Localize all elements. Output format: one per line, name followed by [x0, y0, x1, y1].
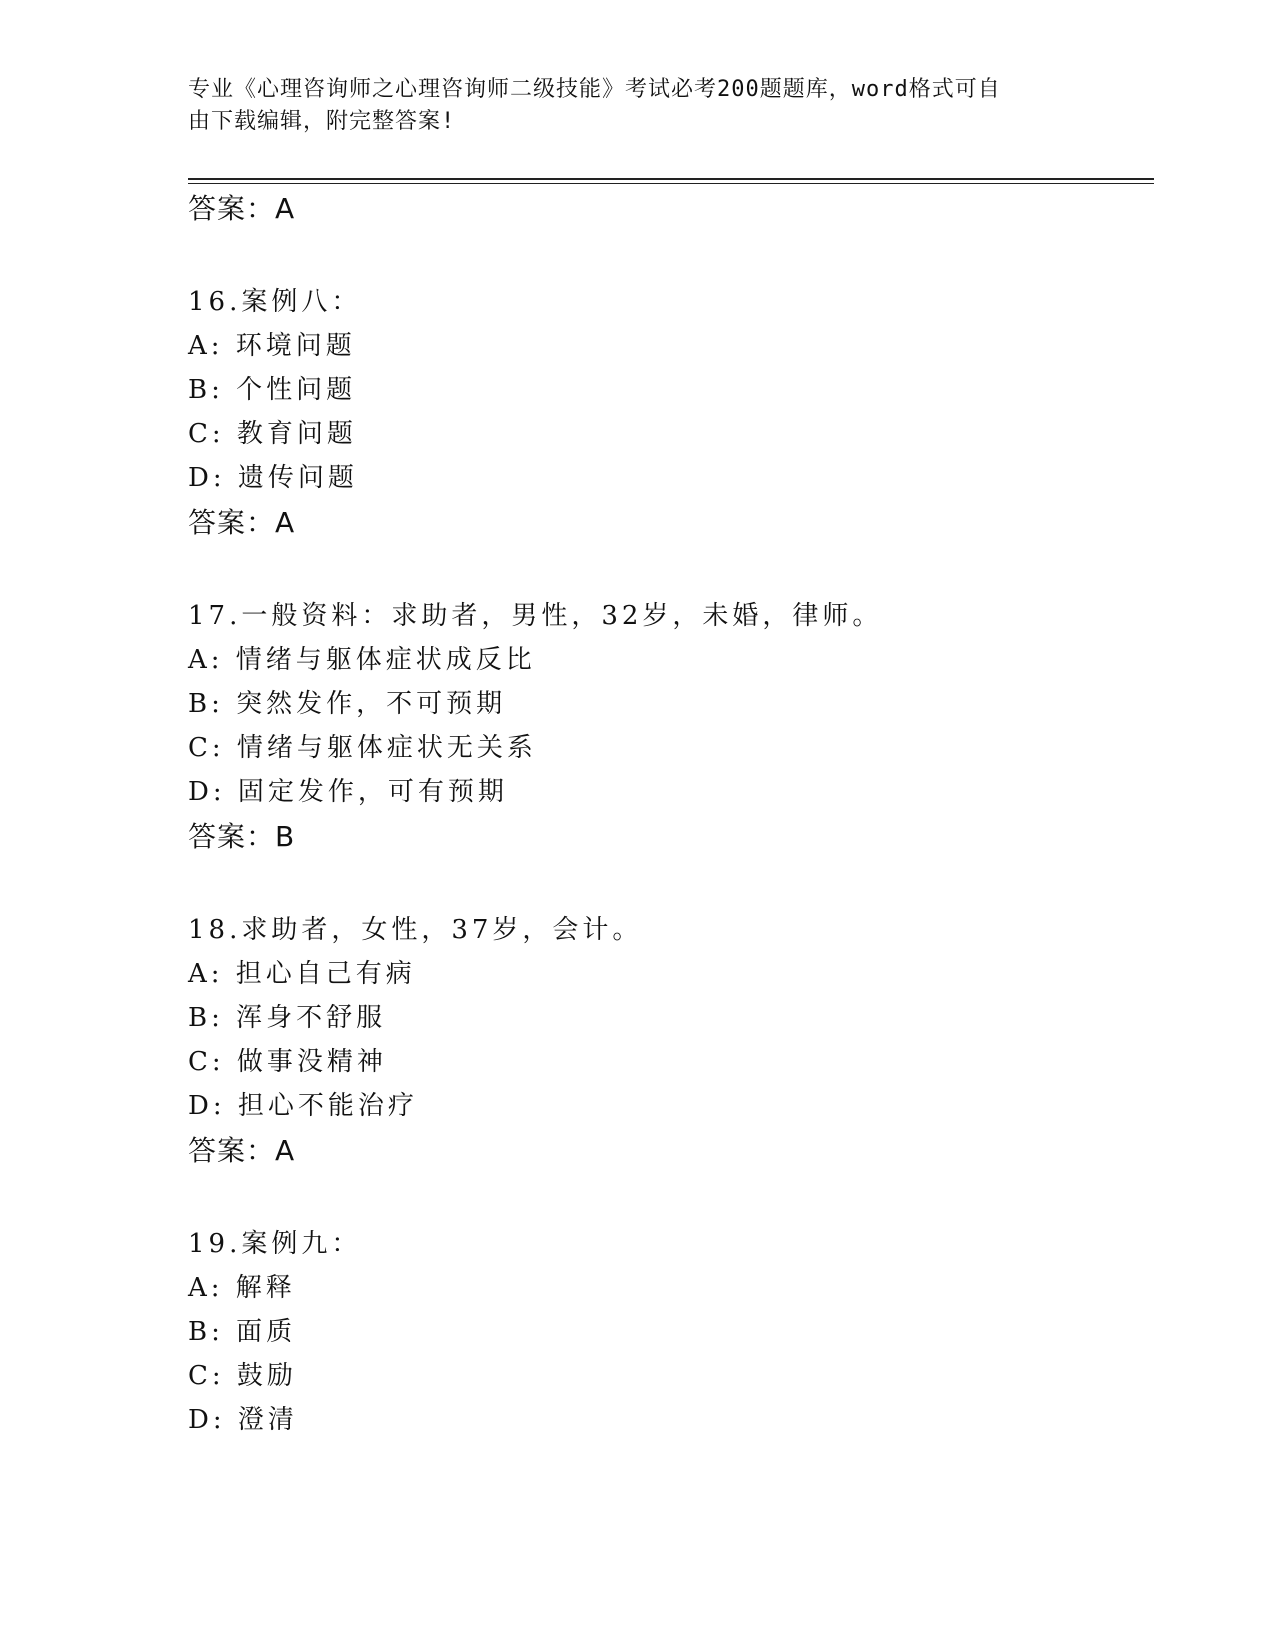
- option-d: D: 担心不能治疗: [188, 1091, 418, 1121]
- option-c: C: 做事没精神: [188, 1047, 387, 1077]
- question-stem: 16.案例八：: [188, 287, 362, 317]
- question-stem: 17.一般资料：求助者，男性，32岁，未婚，律师。: [188, 601, 883, 631]
- option-a: A: 解释: [188, 1273, 296, 1303]
- option-a: A: 环境问题: [188, 331, 356, 361]
- answer-line: 答案：B: [188, 820, 296, 853]
- answer-line: 答案：A: [188, 192, 296, 225]
- option-d: D: 固定发作，可有预期: [188, 777, 508, 807]
- option-a: A: 情绪与躯体症状成反比: [188, 645, 536, 675]
- answer-line: 答案：A: [188, 506, 296, 539]
- option-b: B: 面质: [188, 1317, 297, 1347]
- answer-line: 答案：A: [188, 1134, 296, 1167]
- option-c: C: 情绪与躯体症状无关系: [188, 733, 537, 763]
- header-divider-thin: [188, 183, 1154, 184]
- option-b: B: 个性问题: [188, 375, 357, 405]
- option-d: D: 遗传问题: [188, 463, 358, 493]
- question-stem: 18.求助者，女性，37岁，会计。: [188, 915, 643, 945]
- option-c: C: 教育问题: [188, 419, 357, 449]
- option-a: A: 担心自己有病: [188, 959, 416, 989]
- header-divider: [188, 178, 1154, 180]
- option-b: B: 突然发作，不可预期: [188, 689, 507, 719]
- header-line-2: 由下载编辑，附完整答案!: [188, 109, 456, 134]
- option-c: C: 鼓励: [188, 1361, 297, 1391]
- option-b: B: 浑身不舒服: [188, 1003, 387, 1033]
- header-line-1: 专业《心理咨询师之心理咨询师二级技能》考试必考200题题库，word格式可自: [188, 77, 1001, 102]
- option-d: D: 澄清: [188, 1405, 298, 1435]
- question-stem: 19.案例九：: [188, 1229, 362, 1259]
- document-header: [188, 74, 1068, 138]
